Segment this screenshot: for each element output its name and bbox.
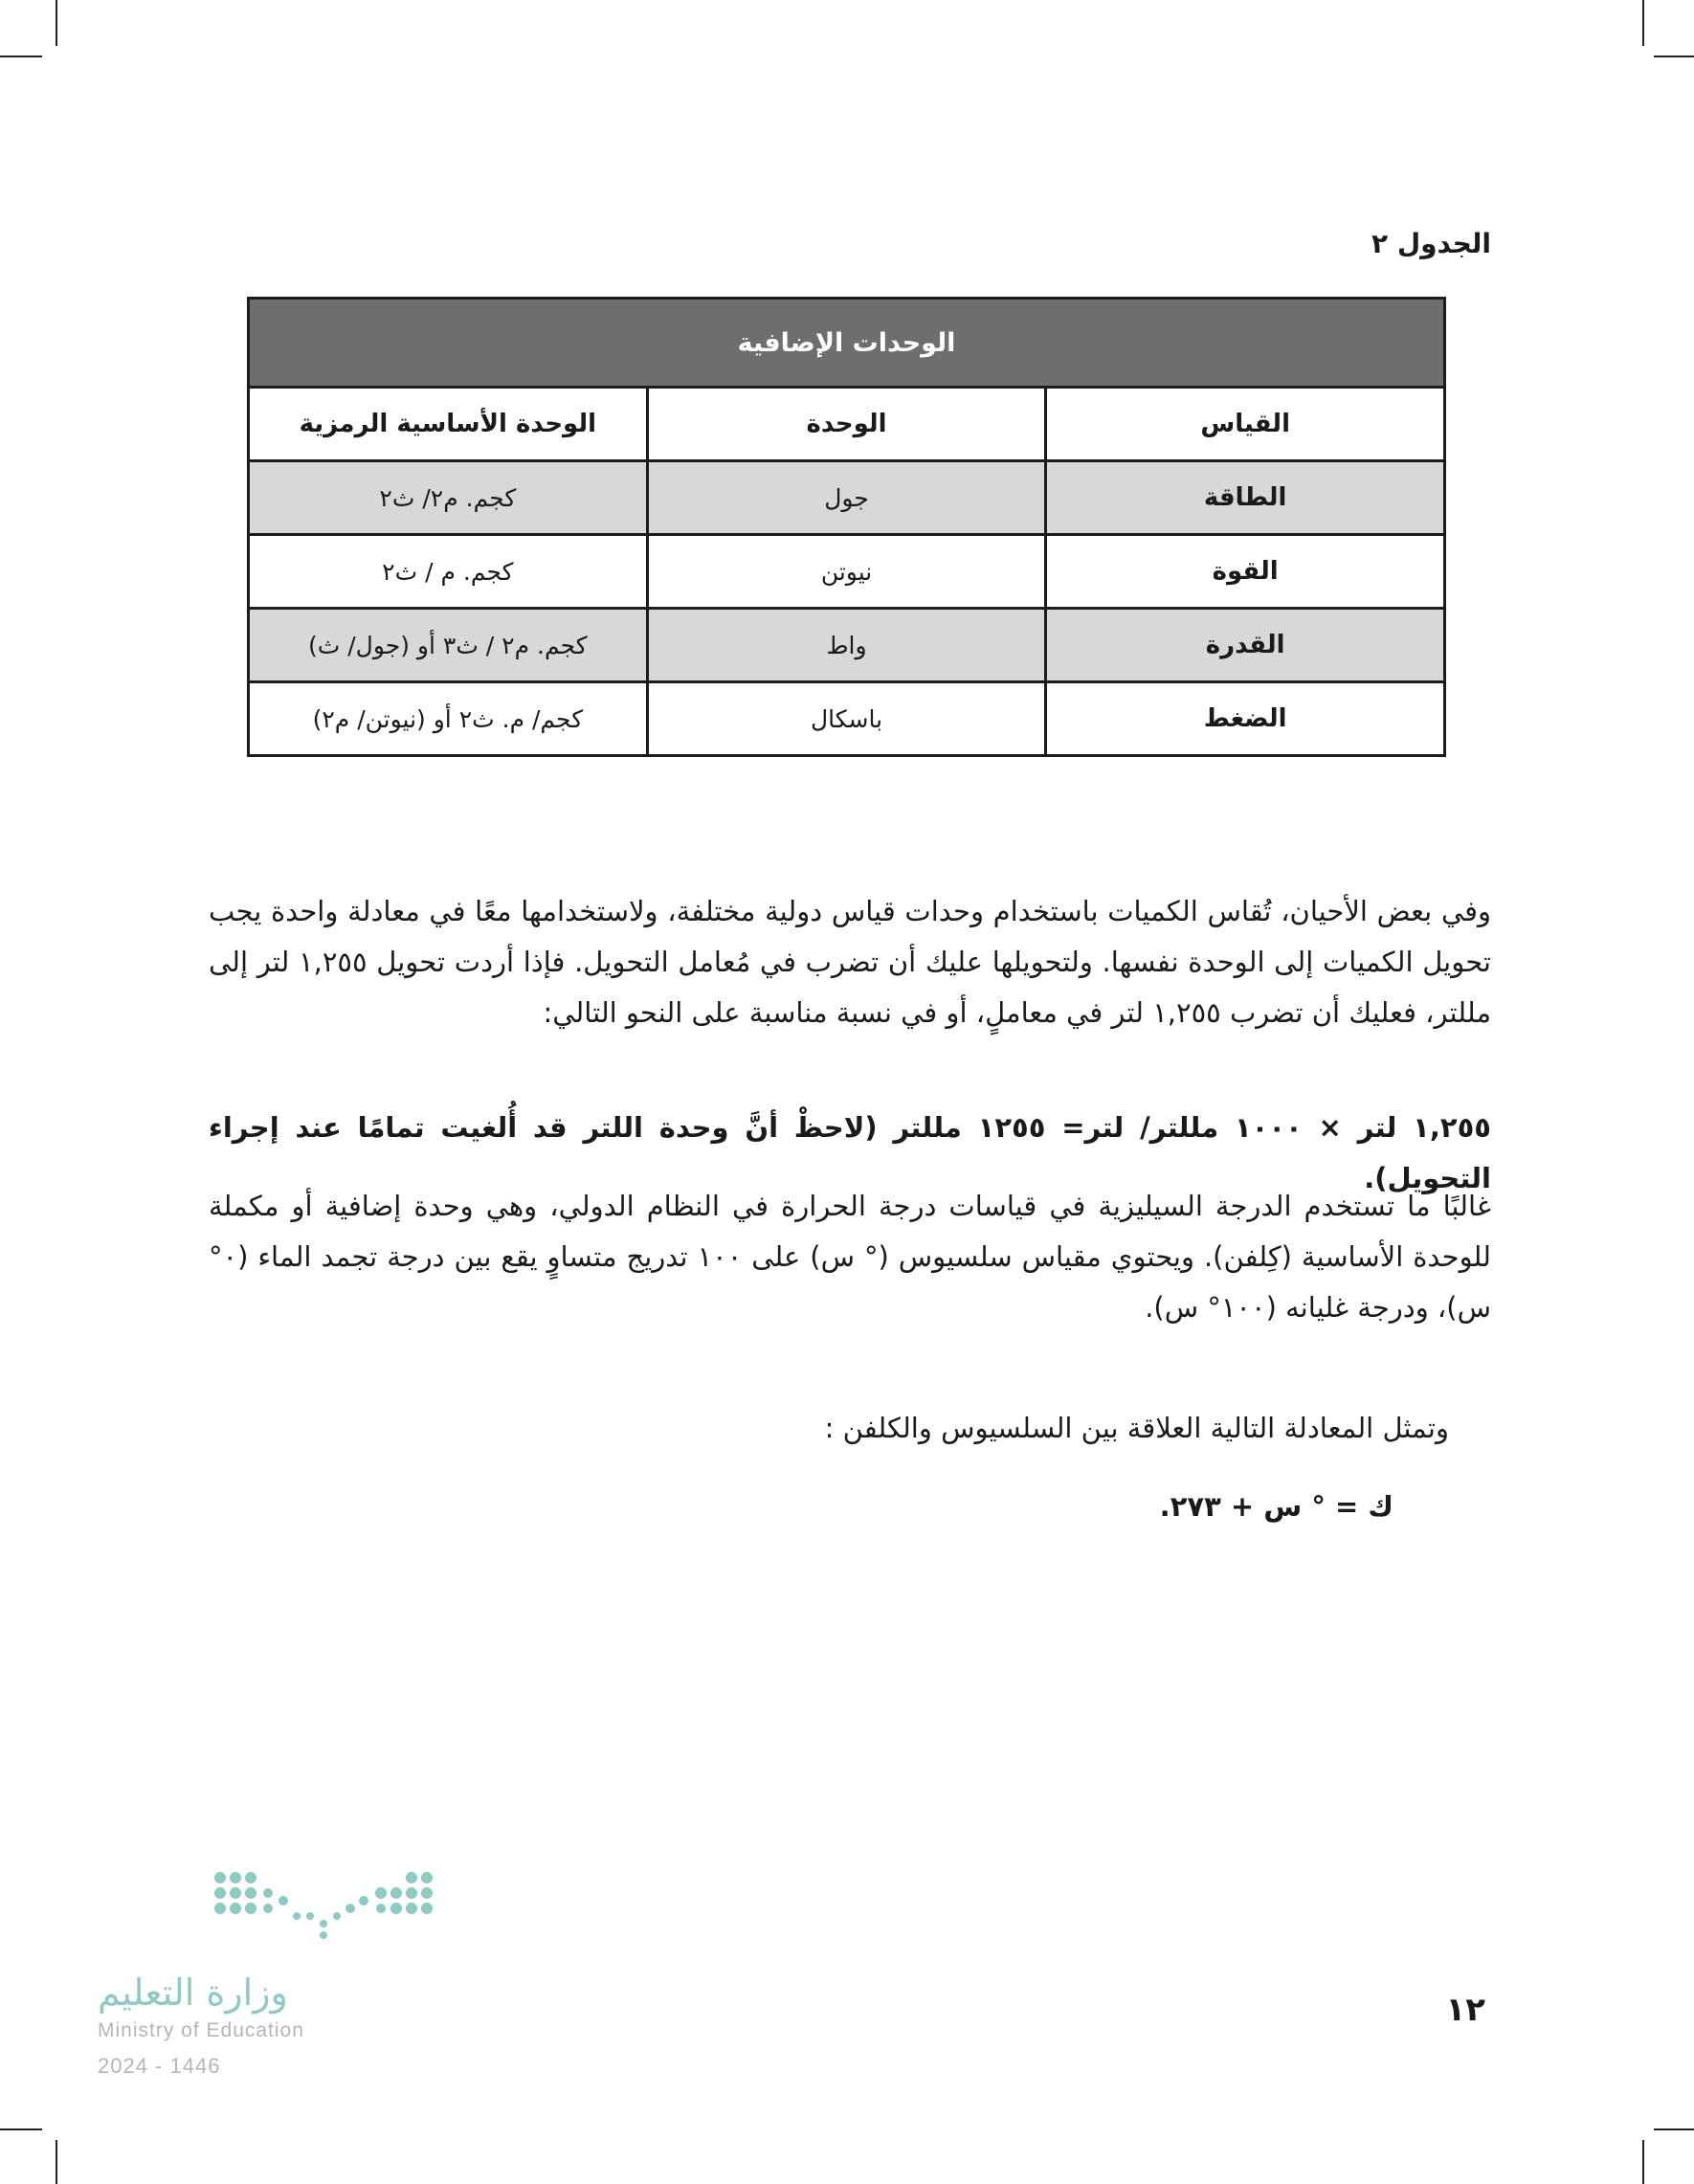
cell-unit: واط: [647, 609, 1046, 682]
units-table: [247, 297, 1446, 757]
cell-measure: الضغط: [1046, 682, 1445, 756]
paragraph-celsius: غالبًا ما تستخدم الدرجة السيليزية في قياسات درجة الحرارة في النظام الدولي، وهي وحدة إضافية أو مكملة للوحدة الأساسية (كِلفن). ويحتوي مقياس سلسيوس (° س) على ١٠٠ تدريج متساوٍ يقع بين درجة تجمد الماء (٠° س)، ودرجة غليانه (١٠٠° س).: [209, 1190, 1491, 1324]
paragraph-conversion: وفي بعض الأحيان، تُقاس الكميات باستخدام وحدات قياس دولية مختلفة، ولاستخدامها معًا في معادلة واحدة يجب تحويل الكميات إلى الوحدة نفسها. ولتحويلها عليك أن تضرب في مُعامل التحويل. فإذا أردت تحويل ١,٢٥٥ لتر إلى مللتر، فعليك أن تضرب ١,٢٥٥ لتر في معاملٍ، أو في نسبة مناسبة على النحو التالي:: [209, 895, 1491, 1029]
table-row: [249, 535, 1445, 609]
ministry-logo-dots: [209, 1866, 448, 1943]
column-header-measure: القياس: [1046, 388, 1445, 461]
crop-mark: [56, 2140, 57, 2184]
table-row: [249, 682, 1445, 756]
crop-mark: [0, 2128, 42, 2130]
cell-measure: القوة: [1046, 535, 1445, 609]
cell-measure: الطاقة: [1046, 461, 1445, 535]
ministry-name-arabic: وزارة التعليم: [98, 1972, 288, 2014]
cell-base-unit: كجم. م / ث٢: [249, 535, 648, 609]
table-title: الوحدات الإضافية: [249, 299, 1445, 388]
crop-mark: [1654, 2128, 1694, 2130]
cell-base-unit: كجم. م٢/ ث٢: [249, 461, 648, 535]
page-number: ١٢: [1445, 1991, 1485, 2029]
cell-base-unit: كجم. م٢ / ث٣ أو (جول/ ث): [249, 609, 648, 682]
kelvin-equation: ك = ° س + ٢٧٣.: [1159, 1490, 1393, 1523]
cell-unit: باسكال: [647, 682, 1046, 756]
column-header-unit: الوحدة: [647, 388, 1046, 461]
column-header-base-unit: الوحدة الأساسية الرمزية: [249, 388, 648, 461]
cell-measure: القدرة: [1046, 609, 1445, 682]
crop-mark: [0, 56, 42, 57]
crop-mark: [56, 0, 57, 46]
table-row: [249, 461, 1445, 535]
conversion-example: ١,٢٥٥ لتر × ١٠٠٠ مللتر/ لتر= ١٢٥٥ مللتر (لاحظْ أنَّ وحدة اللتر قد أُلغيت تمامًا عند إجراء التحويل).: [209, 1111, 1491, 1194]
cell-base-unit: كجم/ م. ث٢ أو (نيوتن/ م٢): [249, 682, 648, 756]
crop-mark: [1654, 56, 1694, 57]
table-caption: الجدول ٢: [1371, 228, 1491, 259]
crop-mark: [1642, 2140, 1644, 2184]
edition-year: 2024 - 1446: [98, 2054, 221, 2078]
table-title-row: [249, 299, 1445, 388]
crop-mark: [1642, 0, 1644, 46]
table-header-row: [249, 388, 1445, 461]
ministry-name-english: Ministry of Education: [98, 2019, 304, 2041]
paragraph-equation-intro: وتمثل المعادلة التالية العلاقة بين السلسيوس والكلفن :: [824, 1412, 1449, 1444]
cell-unit: جول: [647, 461, 1046, 535]
table-row: [249, 609, 1445, 682]
cell-unit: نيوتن: [647, 535, 1046, 609]
